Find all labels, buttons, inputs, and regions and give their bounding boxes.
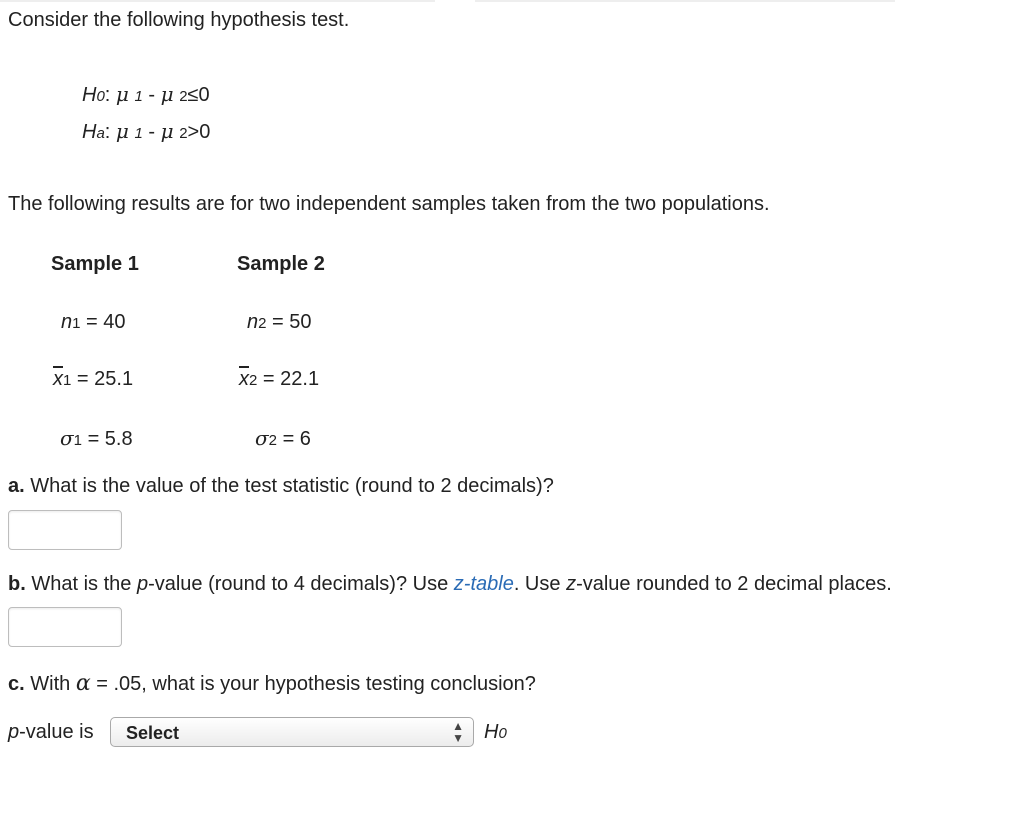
updown-arrow-icon: ▲ ▼ bbox=[452, 719, 464, 745]
conclusion-select-value: Select bbox=[126, 723, 180, 743]
results-text: The following results are for two independent samples taken from the two populations. bbox=[8, 193, 770, 215]
sample2-mean: $\overline{x}2 = 22.1$ bbox=[239, 368, 320, 390]
top-border bbox=[0, 0, 1024, 3]
sample2-n: n2 = 50 bbox=[247, 311, 312, 333]
question-a: a. What is the value of the test statistic (round to 2 decimals)? bbox=[8, 475, 554, 497]
question-b: b. What is the p-value (round to 4 decimals)? Use z-table. Use z-value rounded to 2 decimal places. bbox=[8, 573, 892, 595]
test-statistic-input[interactable] bbox=[8, 510, 122, 550]
conclusion-prefix: p-value is bbox=[8, 721, 94, 743]
sample2-heading: Sample 2 bbox=[237, 253, 325, 275]
sample1-sigma: σ1 = 5.8 bbox=[60, 426, 133, 450]
sample1-heading: Sample 1 bbox=[51, 253, 139, 275]
sample1-mean: $\overline{x}1 = 25.1$ bbox=[53, 368, 134, 390]
alternative-hypothesis: Ha: μ 1 - μ 2>0 bbox=[82, 119, 211, 143]
z-table-link[interactable] bbox=[454, 573, 514, 595]
null-hypothesis: H0: μ 1 - μ 2≤0 bbox=[82, 82, 210, 106]
p-value-input[interactable] bbox=[8, 607, 122, 647]
z-table-link-text: z-table bbox=[453, 573, 514, 595]
sample2-sigma: σ2 = 6 bbox=[255, 426, 311, 450]
conclusion-suffix: H0 bbox=[484, 721, 507, 743]
sample1-n: n1 = 40 bbox=[61, 311, 126, 333]
question-c: c. With α = .05, what is your hypothesis testing conclusion? bbox=[8, 671, 536, 696]
intro-text: Consider the following hypothesis test. bbox=[8, 9, 350, 31]
conclusion-select[interactable] bbox=[110, 717, 474, 747]
